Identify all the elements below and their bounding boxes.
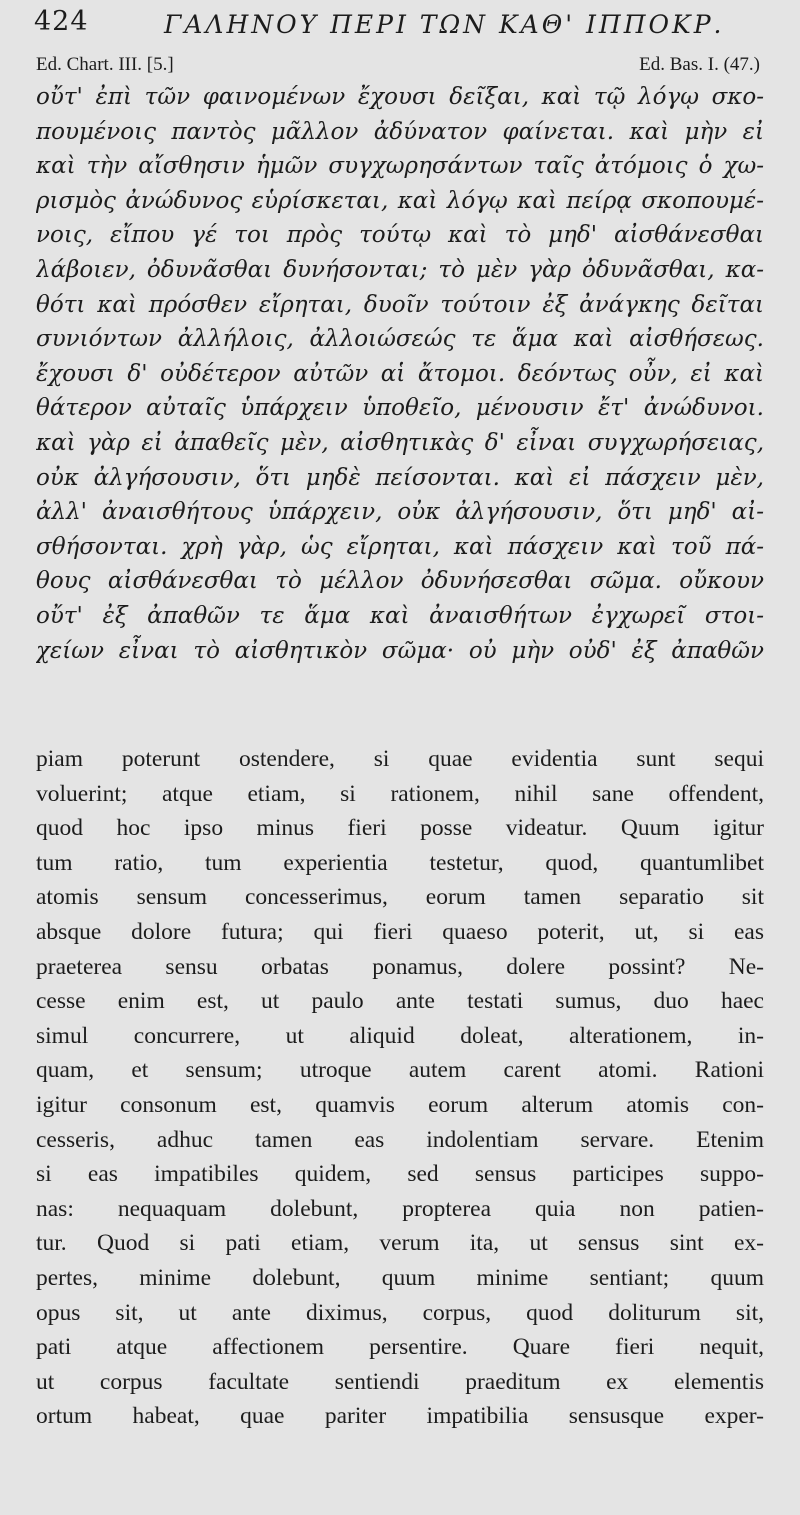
running-title: ΓΑΛΗΝΟΥ ΠΕΡΙ ΤΩΝ ΚΑΘ' ΙΠΠΟΚΡ.	[164, 10, 725, 39]
greek-line: ρισμὸς ἀνώδυνος εὑρίσκεται, καὶ λόγῳ καὶ πείρᾳ σκοπουμέ-	[36, 187, 764, 214]
latin-text-block	[36, 742, 764, 1434]
latin-line: cesse enim est, ut paulo ante testati sumus, duo haec	[36, 988, 764, 1015]
greek-line: πουμένοις παντὸς μᾶλλον ἀδύνατον φαίνεται. καὶ μὴν εἰ	[36, 118, 764, 145]
greek-line: θότι καὶ πρόσθεν εἴρηται, δυοῖν τούτοιν ἐξ ἀνάγκης δεῖται	[36, 291, 764, 318]
latin-line: nas: nequaquam dolebunt, propterea quia non patien-	[36, 1195, 764, 1222]
latin-line: igitur consonum est, quamvis eorum alterum atomis con-	[36, 1091, 764, 1118]
greek-line: νοις, εἴπου γέ τοι πρὸς τούτῳ καὶ τὸ μηδ' αἰσθάνεσθαι	[36, 222, 764, 249]
greek-line: συνιόντων ἀλλήλοις, ἀλλοιώσεώς τε ἅμα καὶ αἰσθήσεως.	[36, 326, 764, 353]
latin-line: opus sit, ut ante diximus, corpus, quod doliturum sit,	[36, 1299, 764, 1326]
latin-line: cesseris, adhuc tamen eas indolentiam servare. Etenim	[36, 1126, 764, 1153]
latin-line: voluerint; atque etiam, si rationem, nihil sane offendent,	[36, 780, 764, 807]
greek-line: θους αἰσθάνεσθαι τὸ μέλλον ὀδυνήσεσθαι σῶμα. οὔκουν	[36, 568, 764, 595]
greek-line: καὶ τὴν αἴσθησιν ἡμῶν συγχωρησάντων ταῖς ἀτόμοις ὁ χω-	[36, 153, 764, 180]
latin-line: ortum habeat, quae pariter impatibilia sensusque exper-	[36, 1403, 764, 1430]
greek-line: οὐκ ἀλγήσουσιν, ὅτι μηδὲ πείσονται. καὶ εἰ πάσχειν μὲν,	[36, 464, 764, 491]
edition-basel-reference: Ed. Bas. I. (47.)	[639, 54, 760, 75]
latin-line: atomis sensum concesserimus, eorum tamen separatio sit	[36, 884, 764, 911]
greek-line: λάβοιεν, ὀδυνᾶσθαι δυνήσονται; τὸ μὲν γὰρ ὀδυνᾶσθαι, κα-	[36, 256, 764, 283]
latin-line: ut corpus facultate sentiendi praeditum ex elementis	[36, 1368, 764, 1395]
page-number: 424	[34, 6, 89, 37]
latin-line: absque dolore futura; qui fieri quaeso poterit, ut, si eas	[36, 918, 764, 945]
greek-text-block	[36, 80, 764, 668]
greek-line: οὔτ' ἐπὶ τῶν φαινομένων ἔχουσι δεῖξαι, καὶ τῷ λόγῳ σκο-	[36, 84, 764, 110]
greek-line: καὶ γὰρ εἰ ἀπαθεῖς μὲν, αἰσθητικὰς δ' εἶναι συγχωρήσειας,	[36, 429, 764, 456]
latin-line: pertes, minime dolebunt, quum minime sentiant; quum	[36, 1264, 764, 1291]
latin-line: si eas impatibiles quidem, sed sensus participes suppo-	[36, 1161, 764, 1188]
page-header	[34, 6, 760, 46]
latin-line: tur. Quod si pati etiam, verum ita, ut sensus sint ex-	[36, 1230, 764, 1257]
latin-line: piam poterunt ostendere, si quae evidentia sunt sequi	[36, 746, 764, 772]
greek-line: οὔτ' ἐξ ἀπαθῶν τε ἅμα καὶ ἀναισθήτων ἐγχωρεῖ στοι-	[36, 602, 764, 629]
greek-line: σθήσονται. χρὴ γὰρ, ὡς εἴρηται, καὶ πάσχειν καὶ τοῦ πά-	[36, 533, 764, 560]
latin-line: simul concurrere, ut aliquid doleat, alterationem, in-	[36, 1022, 764, 1049]
greek-line: θάτερον αὐταῖς ὑπάρχειν ὑποθεῖο, μένουσιν ἔτ' ἀνώδυνοι.	[36, 395, 764, 422]
latin-line: quod hoc ipso minus fieri posse videatur. Quum igitur	[36, 815, 764, 842]
greek-line: χείων εἶναι τὸ αἰσθητικὸν σῶμα· οὐ μὴν οὐδ' ἐξ ἀπαθῶν	[36, 637, 764, 664]
greek-line: ἔχουσι δ' οὐδέτερον αὐτῶν αἱ ἄτομοι. δεόντως οὖν, εἰ καὶ	[36, 360, 764, 387]
latin-line: pati atque affectionem persentire. Quare fieri nequit,	[36, 1334, 764, 1361]
latin-line: praeterea sensu orbatas ponamus, dolere possint? Ne-	[36, 953, 764, 980]
latin-line: quam, et sensum; utroque autem carent atomi. Rationi	[36, 1057, 764, 1084]
greek-line: ἀλλ' ἀναισθήτους ὑπάρχειν, οὐκ ἀλγήσουσιν, ὅτι μηδ' αἰ-	[36, 499, 764, 526]
edition-chart-reference: Ed. Chart. III. [5.]	[36, 54, 174, 75]
latin-line: tum ratio, tum experientia testetur, quod, quantumlibet	[36, 849, 764, 876]
